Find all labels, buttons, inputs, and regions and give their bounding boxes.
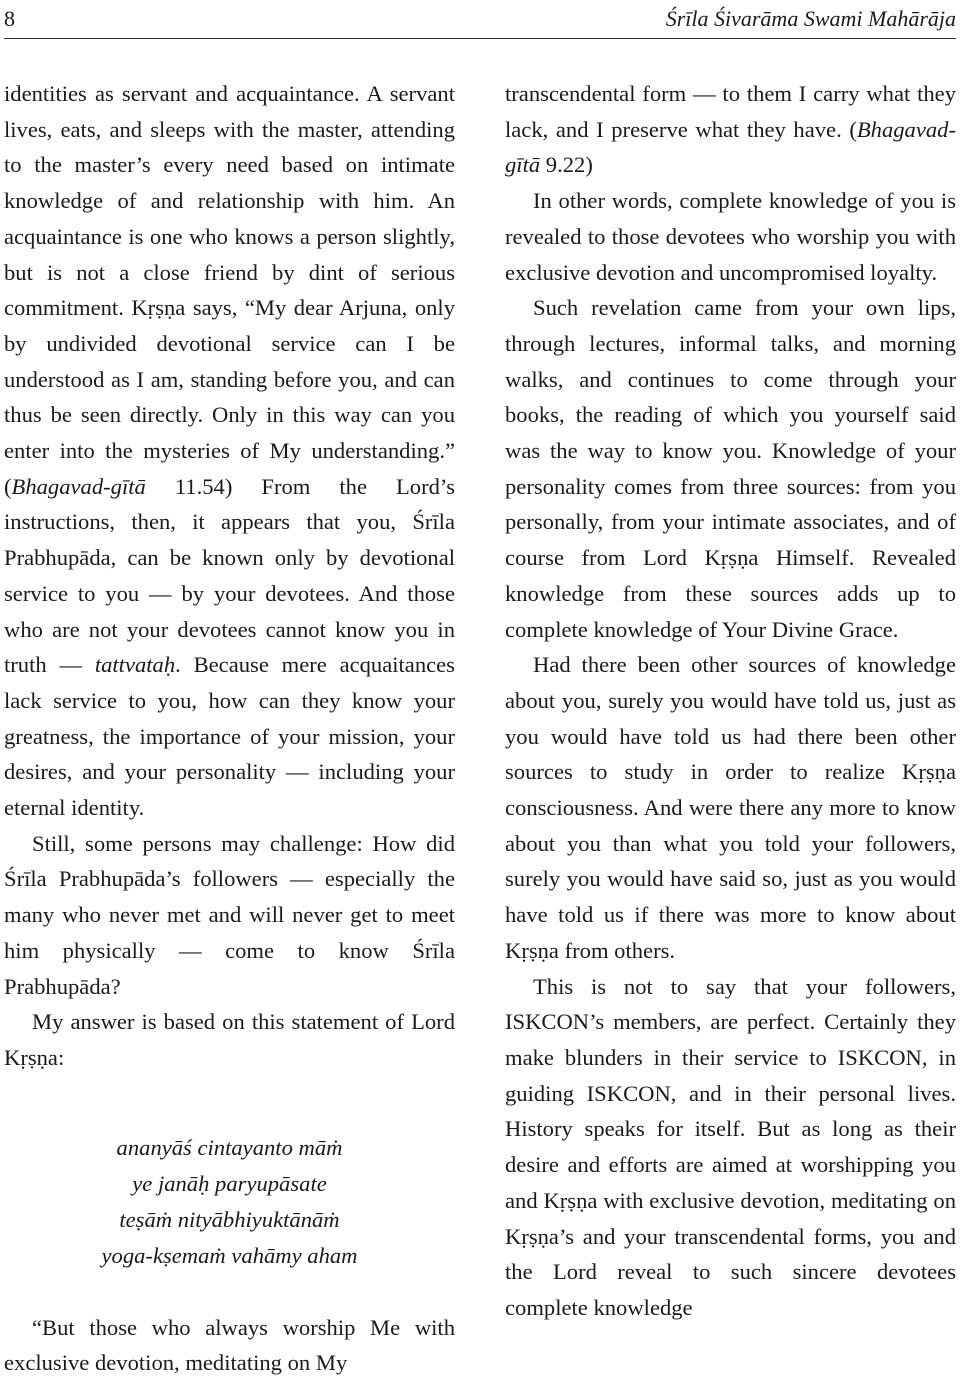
sanskrit-term: tattvataḥ (94, 652, 176, 678)
running-title: Śrīla Śivarāma Swami Mahārāja (665, 6, 956, 31)
verse-line: teṣāṁ nityābhiyuktānāṁ (119, 1206, 340, 1232)
verse-line: yoga-kṣemaṁ vahāmy aham (101, 1242, 358, 1268)
sanskrit-verse (4, 1130, 455, 1274)
paragraph: In other words, complete knowledge of you is revealed to those devotees who worship you with exclusive devotion and uncompromised loyalty. (505, 188, 956, 285)
right-column (505, 76, 956, 1326)
page-number: 8 (4, 6, 15, 31)
paragraph-text: transcendental form — to them I carry what they lack, and I preserve what they have. ( (505, 81, 956, 142)
citation: Bhagavad-gītā (11, 473, 146, 499)
paragraph (505, 76, 956, 183)
paragraph: Had there been other sources of knowledge about you, surely you would have told us, just as you would have told us had there been other sources to study in order to realize Kṛṣṇa consciousness. And were there any more to know about you than what you told your followers, surely you would have said so, just as you would have told us if there was more to know about Kṛṣṇa from others. (505, 652, 956, 963)
page-header (4, 2, 956, 39)
paragraph-text: 11.54) From the Lord’s instructions, then, it appears that you, Śrīla Prabhupāda, can be known only by devotional service to you — by your devotees. And those who are not your devotees cannot know you in truth — (4, 473, 455, 678)
paragraph-text: identities as servant and acquaintance. A servant lives, eats, and sleeps with the master, attending to the master’s every need based on intimate knowledge of and relationship with him. An acquaintance is one who knows a person slightly, but is not a close friend by dint of serious commitment. Kṛṣṇa says, “My dear Arjuna, only by undivided devotional service can I be understood as I am, standing before you, and can thus be seen directly. Only in this way can you enter into the mysteries of My understanding.” ( (4, 81, 455, 499)
verse-line: ye janāḥ paryupāsate (132, 1170, 327, 1196)
paragraph: My answer is based on this statement of Lord Kṛṣṇa: (4, 1009, 455, 1070)
paragraph (4, 76, 455, 826)
paragraph-text: . Because mere acquaitances lack service to you, how can they know your greatness, the importance of your mission, your desires, and your personality — including your eternal identity. (4, 652, 455, 821)
paragraph: “But those who always worship Me with exclusive devotion, meditating on My (4, 1314, 455, 1376)
paragraph: Still, some persons may challenge: How did Śrīla Prabhupāda’s followers — especially the many who never met and will never get to meet him physically — come to know Śrīla Prabhupāda? (4, 830, 455, 999)
verse-line: ananyāś cintayanto māṁ (116, 1134, 343, 1160)
paragraph: This is not to say that your followers, ISKCON’s members, are perfect. Certainly they make blunders in their service to ISKCON, in guiding ISKCON, and in their personal lives. History speaks for itself. But as long as their desire and efforts are aimed at worshipping you and Kṛṣṇa with exclusive devotion, meditating on Kṛṣṇa’s and your transcendental forms, you and the Lord reveal to such sincere devotees complete knowledge (505, 973, 956, 1320)
paragraph-text: 9.22) (540, 152, 593, 178)
left-column (4, 76, 455, 1381)
citation: Bhagavad-gītā (505, 116, 956, 178)
paragraph: Such revelation came from your own lips, through lectures, informal talks, and morning walks, and continues to come through your books, the reading of which you yourself said was the way to know you. Knowledge of your personality comes from three sources: from you personally, from your intimate associates, and of course from Lord Kṛṣṇa Himself. Revealed knowledge from these sources adds up to complete knowledge of Your Divine Grace. (505, 295, 956, 642)
